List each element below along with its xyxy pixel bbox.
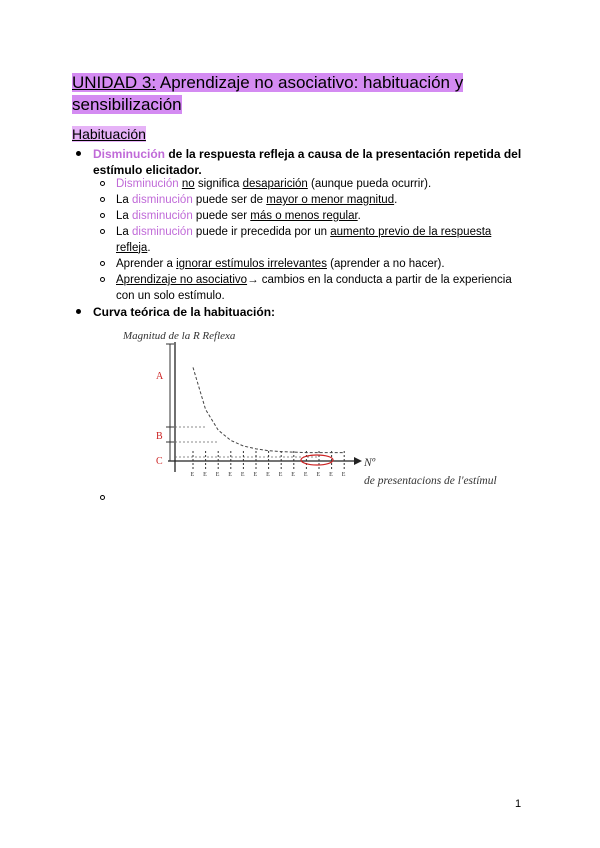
ring-bullet xyxy=(100,229,105,234)
text: significa xyxy=(194,178,243,190)
asymptote-circle xyxy=(301,455,333,465)
x-label-line-1: Nº xyxy=(364,457,376,469)
x-tick-label: E xyxy=(228,472,232,478)
text: La xyxy=(116,194,132,206)
underlined-text: aumento previo de la respuesta refleja xyxy=(116,226,492,254)
x-axis-label xyxy=(363,457,497,487)
ring-bullet xyxy=(100,277,105,282)
bullet-text: Curva teórica de la habituación: xyxy=(93,305,276,319)
underlined-text: más o menos regular xyxy=(250,210,358,222)
title-text: Aprendizaje no asociativo: habituación y sensibilización xyxy=(72,73,464,114)
y-axis-label: Magnitud de la R Reflexa xyxy=(123,330,236,342)
x-tick-label: E xyxy=(329,472,333,478)
level-label-c: C xyxy=(156,456,163,467)
empty-ring-bullet xyxy=(100,495,105,500)
x-tick-label: E xyxy=(240,472,245,478)
x-axis-arrow-icon xyxy=(354,457,362,465)
ring-bullet xyxy=(100,197,105,202)
subitem-2 xyxy=(116,193,526,209)
subitem-1 xyxy=(116,177,526,193)
bullet-curva xyxy=(93,304,533,320)
page-title xyxy=(72,72,542,116)
bullet-dot xyxy=(76,151,81,156)
page-number: 1 xyxy=(515,798,522,810)
text: La xyxy=(116,226,132,238)
subitem-3 xyxy=(116,209,526,225)
arrow-icon: → xyxy=(247,274,259,286)
bullet-disminucion xyxy=(93,146,533,178)
x-tick-label: E xyxy=(190,472,195,478)
underlined-text: no xyxy=(181,178,195,190)
habituation-curve xyxy=(193,367,344,452)
x-tick-label: E xyxy=(303,472,308,478)
x-tick-label: E xyxy=(253,472,258,478)
text: Aprender a xyxy=(116,258,177,270)
underlined-text: ignorar estímulos irrelevantes xyxy=(176,258,327,270)
subitem-4 xyxy=(116,225,526,256)
x-tick-label: E xyxy=(316,472,321,478)
x-tick-label: E xyxy=(291,472,295,478)
text: (aunque pueda ocurrir). xyxy=(307,178,432,190)
keyword: disminución xyxy=(132,226,193,238)
x-tick-label: E xyxy=(215,472,220,478)
unit-label: UNIDAD 3: xyxy=(72,73,157,92)
x-tick-label: E xyxy=(266,472,270,478)
text: . xyxy=(394,194,398,206)
keyword: disminución xyxy=(132,194,193,206)
x-tick-label: E xyxy=(278,472,283,478)
ring-bullet xyxy=(100,261,105,266)
level-label-b: B xyxy=(156,431,163,442)
section-heading-text: Habituación xyxy=(72,126,146,142)
text: puede ser xyxy=(192,210,251,222)
bullet-text: de la respuesta refleja a causa de la presentación repetida del estímulo elicitador. xyxy=(93,147,522,177)
text: La xyxy=(116,210,132,222)
subitem-6 xyxy=(116,273,526,304)
text: . xyxy=(357,210,361,222)
bullet-dot xyxy=(76,309,81,314)
underlined-text: desaparición xyxy=(242,178,308,190)
text: cambios en la conducta a partir de la experiencia con un solo estímulo. xyxy=(116,274,512,302)
ring-bullet xyxy=(100,181,105,186)
keyword: Disminución xyxy=(116,178,179,190)
ring-bullet xyxy=(100,213,105,218)
text: puede ser de xyxy=(192,194,267,206)
habituation-chart xyxy=(118,324,497,492)
text: puede ir precedida por un xyxy=(192,226,331,238)
underlined-text: Aprendizaje no asociativo xyxy=(116,274,248,286)
keyword: disminución xyxy=(132,210,193,222)
subitem-5 xyxy=(116,257,526,273)
section-heading xyxy=(72,125,146,143)
level-label-a: A xyxy=(156,371,164,382)
text: (aprender a no hacer). xyxy=(326,258,445,270)
x-tick-label: E xyxy=(341,472,346,478)
keyword: Disminución xyxy=(93,147,166,161)
x-tick-label: E xyxy=(203,472,207,478)
x-label-line-2: de presentacions de l'estímul xyxy=(364,475,497,487)
text: . xyxy=(147,241,151,254)
underlined-text: mayor o menor magnitud xyxy=(266,194,395,206)
